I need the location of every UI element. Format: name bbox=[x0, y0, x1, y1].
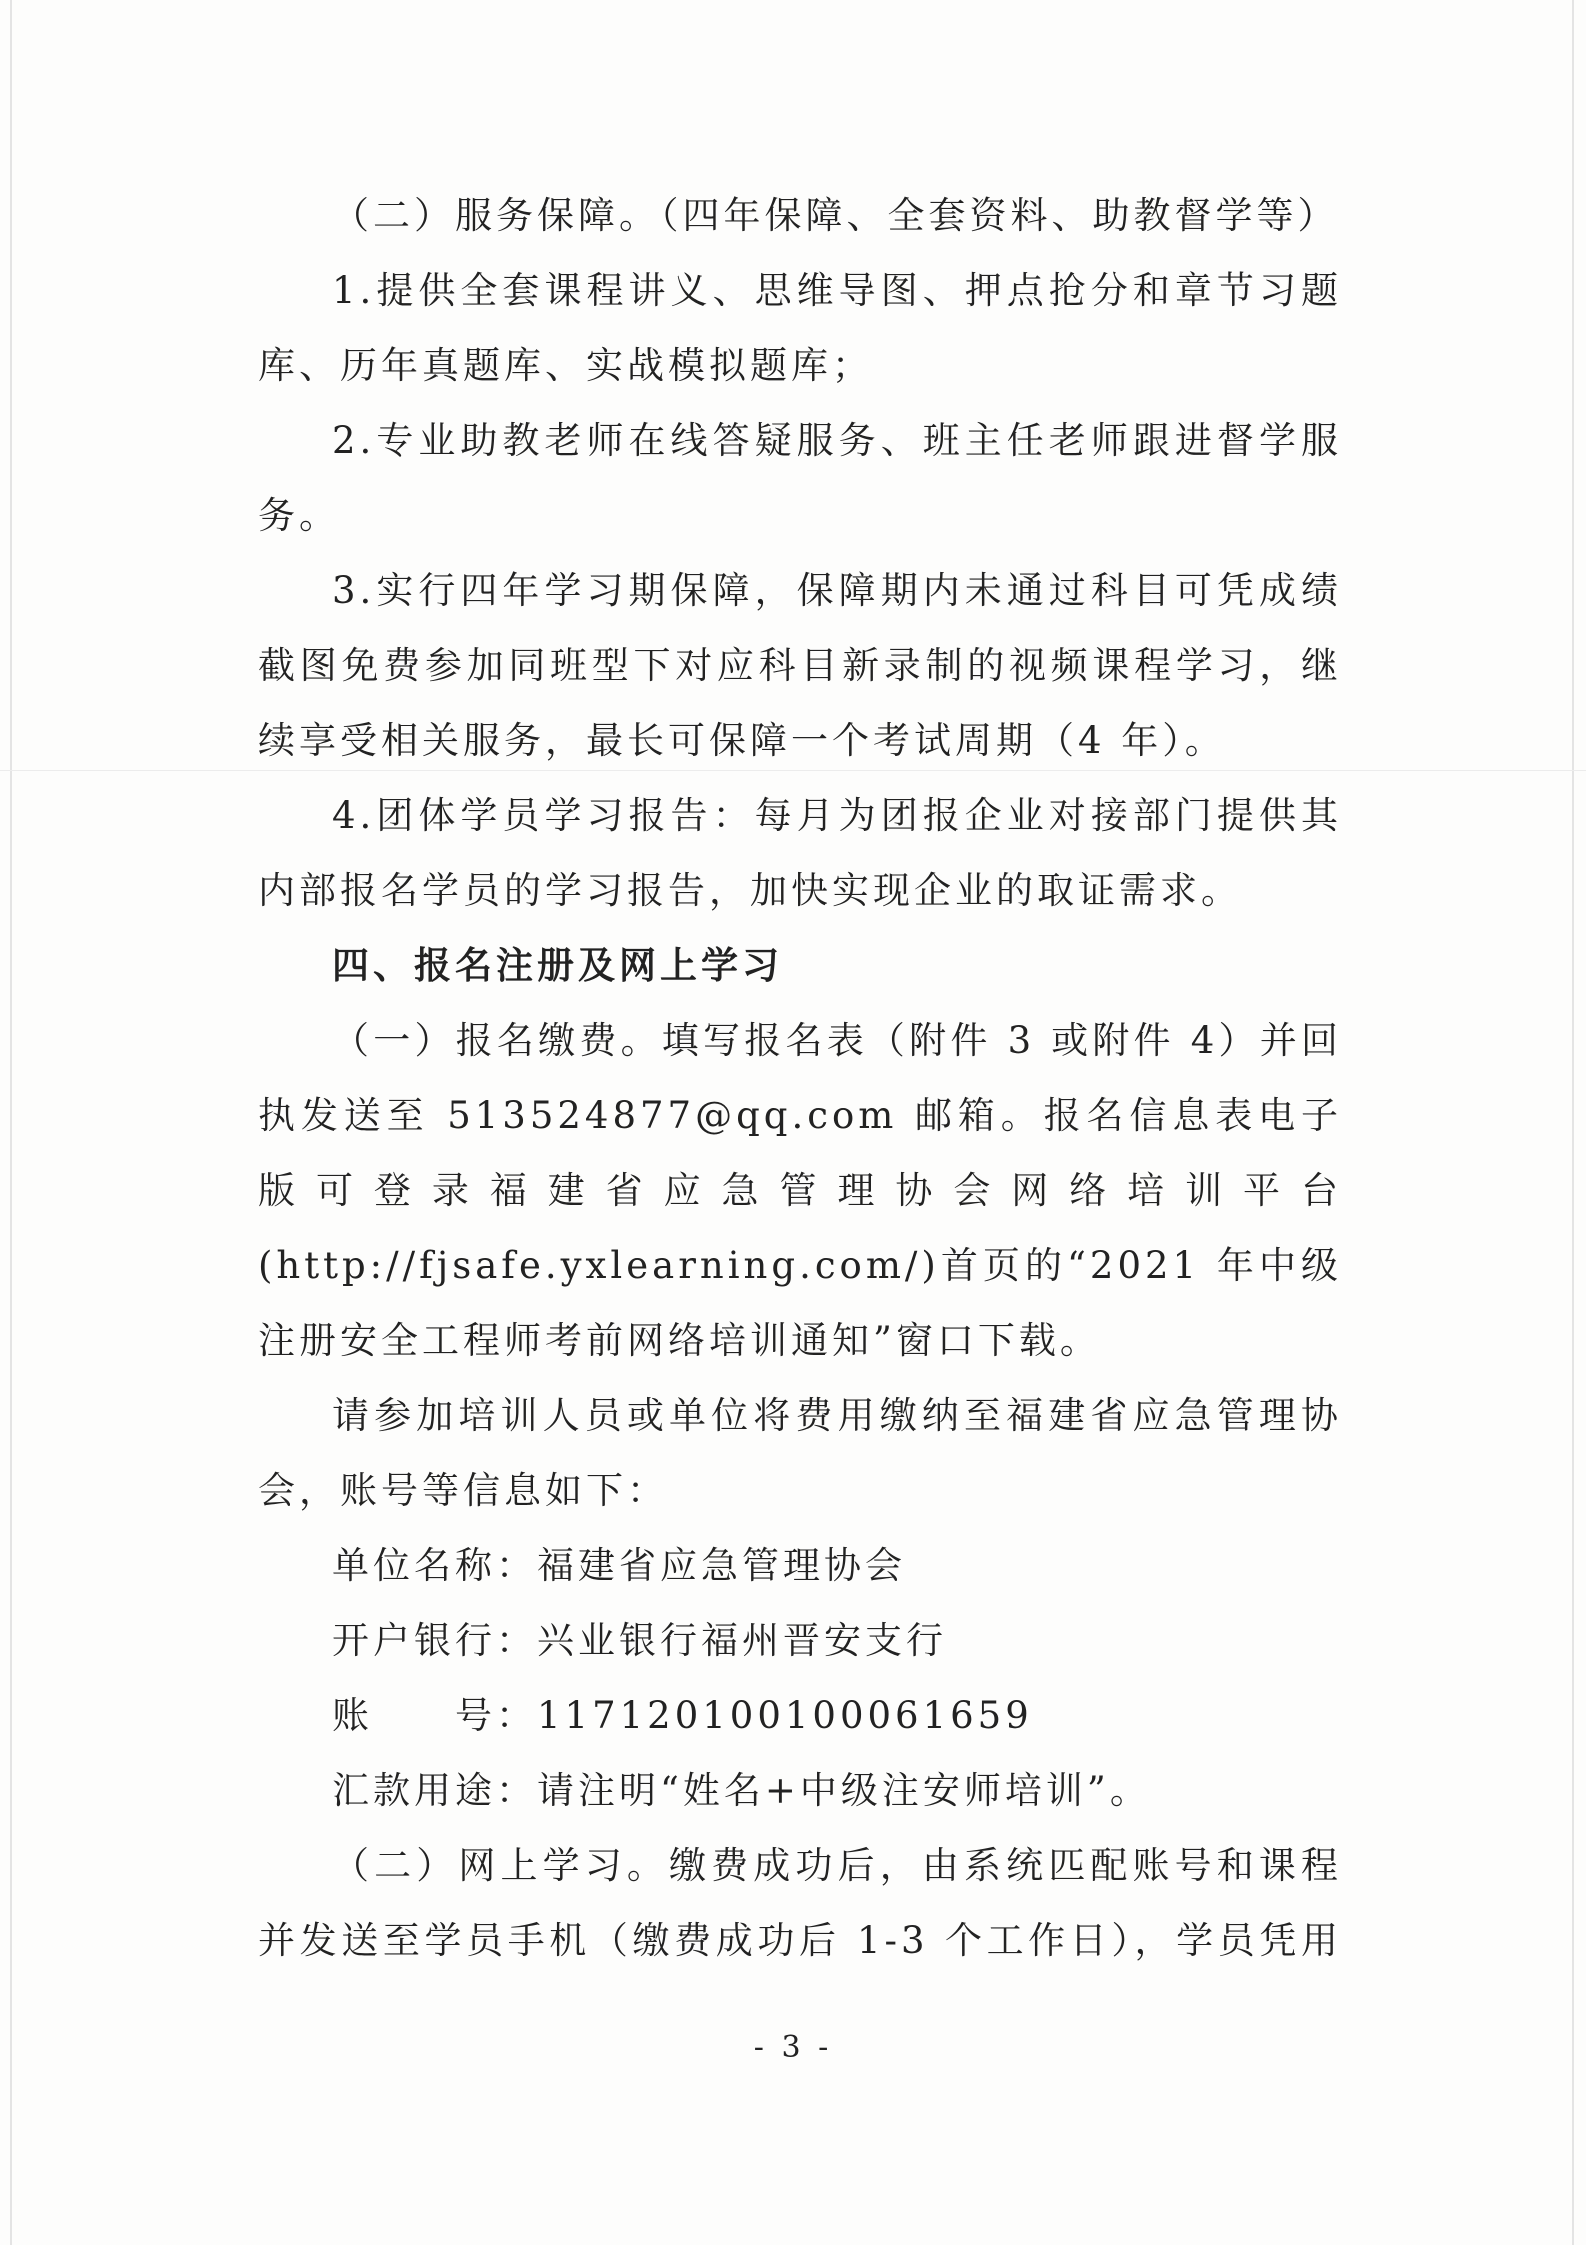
page-number: - 3 - bbox=[753, 2030, 833, 2065]
account-purpose-label: 汇款用途： bbox=[332, 1769, 537, 1812]
account-bank-value: 兴业银行福州晋安支行 bbox=[537, 1619, 947, 1662]
payment-intro: 请参加培训人员或单位将费用缴纳至福建省应急管理协会，账号等信息如下： bbox=[258, 1394, 1342, 1512]
document-body bbox=[258, 178, 1342, 1978]
account-purpose-row bbox=[258, 1753, 1342, 1828]
online-study-paragraph: （二）网上学习。缴费成功后，由系统匹配账号和课程并发送至学员手机（缴费成功后 1-3 个工作日），学员凭用 bbox=[258, 1844, 1342, 1962]
service-item-3: 3.实行四年学习期保障，保障期内未通过科目可凭成绩截图免费参加同班型下对应科目新录制的视频课程学习，继续享受相关服务，最长可保障一个考试周期（4 年）。 bbox=[258, 569, 1342, 762]
account-name-row bbox=[258, 1528, 1342, 1603]
account-bank-row bbox=[258, 1603, 1342, 1678]
service-item-2: 2.专业助教老师在线答疑服务、班主任老师跟进督学服务。 bbox=[258, 419, 1342, 537]
section-heading: 四、报名注册及网上学习 bbox=[332, 944, 783, 987]
registration-paragraph: （一）报名缴费。填写报名表（附件 3 或附件 4）并回执发送至 513524877@qq.com 邮箱。报名信息表电子版可登录福建省应急管理协会网络培训平台(http://fjsafe.yxlearning.com/)首页的“2021 年中级注册安全工程师考前网络培训通知”窗口下载。 bbox=[258, 1019, 1342, 1362]
service-item-1: 1.提供全套课程讲义、思维导图、押点抢分和章节习题库、历年真题库、实战模拟题库； bbox=[258, 269, 1342, 387]
service-guarantee-title: （二）服务保障。（四年保障、全套资料、助教督学等） bbox=[332, 194, 1339, 237]
account-name-value: 福建省应急管理协会 bbox=[537, 1544, 906, 1587]
account-name-label: 单位名称： bbox=[332, 1544, 537, 1587]
account-number-label: 账 号： bbox=[332, 1694, 537, 1737]
scan-edge-left bbox=[10, 0, 12, 2245]
account-number-value: 117120100100061659 bbox=[537, 1694, 1033, 1737]
account-bank-label: 开户银行： bbox=[332, 1619, 537, 1662]
scan-edge-right bbox=[1572, 0, 1574, 2245]
service-item-4: 4.团体学员学习报告：每月为团报企业对接部门提供其内部报名学员的学习报告，加快实现企业的取证需求。 bbox=[258, 794, 1342, 912]
account-purpose-value: 请注明“姓名+中级注安师培训”。 bbox=[537, 1769, 1151, 1812]
account-number-row bbox=[258, 1678, 1342, 1753]
